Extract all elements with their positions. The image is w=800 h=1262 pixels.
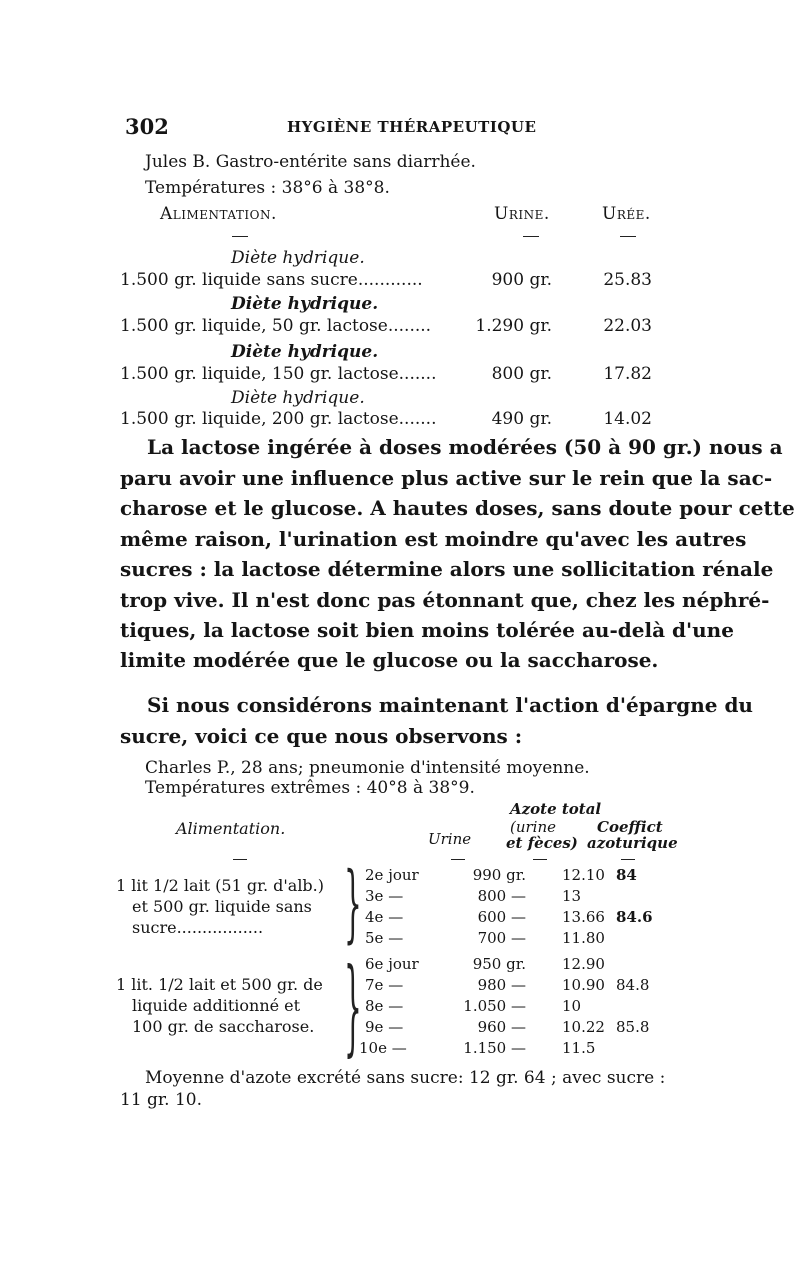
case2-azote: 10.22: [562, 1018, 605, 1036]
case2-header-rule: [451, 859, 465, 860]
paragraph-line: sucre, voici ce que nous observons :: [120, 723, 523, 748]
case2-day: 10e —: [359, 1039, 407, 1057]
case2-temperatures: Températures extrêmes : 40°8 à 38°9.: [145, 778, 475, 798]
case2-food-line: 1 lit 1/2 lait (51 gr. d'alb.): [116, 876, 324, 895]
case2-coeff: 85.8: [616, 1018, 650, 1036]
case1-uree: 17.82: [603, 364, 652, 384]
case2-coeff: 84.6: [616, 908, 653, 926]
case1-food: 1.500 gr. liquide, 150 gr. lactose.......: [120, 364, 437, 384]
case2-urine: 1.150 —: [463, 1039, 526, 1057]
case1-urine: 800 gr.: [491, 364, 552, 384]
page-number: 302: [125, 114, 169, 139]
case2-azote: 13.66: [562, 908, 605, 926]
case2-urine: 700 —: [477, 929, 526, 947]
case2-urine: 800 —: [477, 887, 526, 905]
case2-food-line: 1 lit. 1/2 lait et 500 gr. de: [116, 975, 323, 994]
case2-header-coeff-azoturique: azoturique: [587, 834, 678, 852]
case2-header-alimentation: Alimentation.: [176, 819, 286, 838]
paragraph-line: Si nous considérons maintenant l'action d'épargne du: [147, 693, 753, 717]
paragraph-line: La lactose ingérée à doses modérées (50 à 90 gr.) nous a: [147, 435, 783, 459]
case2-header-rule: [233, 859, 247, 860]
case2-azote: 12.10: [562, 866, 605, 884]
case2-day: 7e —: [365, 976, 404, 994]
case2-day: 9e —: [365, 1018, 404, 1036]
case1-urine: 490 gr.: [491, 409, 552, 429]
case1-food: 1.500 gr. liquide, 200 gr. lactose.......: [120, 409, 437, 429]
case1-uree: 25.83: [603, 270, 652, 290]
case2-azote: 11.80: [562, 929, 605, 947]
case2-header-rule: [621, 859, 635, 860]
case1-food: 1.500 gr. liquide, 50 gr. lactose........: [120, 316, 432, 336]
case1-diet-label: Diète hydrique.: [231, 248, 365, 268]
case2-food-line: liquide additionné et: [132, 996, 301, 1015]
case2-coeff: 84: [616, 866, 637, 884]
case1-urine: 1.290 gr.: [475, 316, 552, 336]
case1-header-rule: [523, 236, 539, 237]
case1-patient: Jules B. Gastro-entérite sans diarrhée.: [145, 152, 476, 172]
paragraph-line: charose et le glucose. A hautes doses, sans doute pour cette: [120, 496, 795, 520]
case1-diet-label: Diète hydrique.: [231, 342, 379, 362]
case1-uree: 14.02: [603, 409, 652, 429]
case2-azote: 10.90: [562, 976, 605, 994]
case2-food-line: sucre.................: [132, 918, 264, 937]
case1-food: 1.500 gr. liquide sans sucre............: [120, 270, 423, 290]
case1-header-urine: Urine.: [494, 204, 550, 224]
case1-diet-label: Diète hydrique.: [231, 388, 365, 408]
case2-day: 4e —: [365, 908, 404, 926]
case1-temperatures: Températures : 38°6 à 38°8.: [145, 178, 390, 198]
case2-coeff: 84.8: [616, 976, 650, 994]
case2-day: 5e —: [365, 929, 404, 947]
paragraph-line: paru avoir une influence plus active sur le rein que la sac-: [120, 465, 773, 490]
case2-urine: 980 —: [477, 976, 526, 994]
case2-average-continued: 11 gr. 10.: [120, 1090, 203, 1110]
case1-diet-label: Diète hydrique.: [231, 294, 379, 314]
case2-header-azote-urine: (urine: [510, 818, 557, 836]
case2-average: Moyenne d'azote excrété sans sucre: 12 gr. 64 ; avec sucre :: [145, 1068, 666, 1088]
case2-day: 8e —: [365, 997, 404, 1015]
running-title: HYGIÈNE THÉRAPEUTIQUE: [287, 118, 537, 136]
paragraph-epargne: [120, 690, 753, 751]
case1-uree: 22.03: [603, 316, 652, 336]
case2-urine: 960 —: [477, 1018, 526, 1036]
case2-azote: 12.90: [562, 955, 605, 973]
case2-urine: 600 —: [477, 908, 526, 926]
case2-food-line: et 500 gr. liquide sans: [132, 897, 312, 916]
case2-day: 6e jour: [365, 955, 419, 973]
case1-header-rule: [232, 236, 248, 237]
case2-urine: 950 gr.: [472, 955, 526, 973]
case2-urine: 990 gr.: [472, 866, 526, 884]
paragraph-line: sucres : la lactose détermine alors une sollicitation rénale: [120, 557, 774, 581]
paragraph-line: même raison, l'urination est moindre qu'avec les autres: [120, 526, 747, 551]
case1-header-rule: [620, 236, 636, 237]
paragraph-line-last: limite modérée que le glucose ou la saccharose.: [120, 648, 659, 672]
case2-azote: 11.5: [562, 1039, 596, 1057]
case2-day: 2e jour: [365, 866, 419, 884]
case2-azote: 10: [562, 997, 582, 1015]
case2-header-azote: Azote total: [510, 800, 602, 818]
case2-urine: 1.050 —: [463, 997, 526, 1015]
case2-header-urine: Urine: [428, 830, 472, 848]
case2-header-rule: [533, 859, 547, 860]
brace-right-icon: }: [344, 855, 362, 953]
case2-azote: 13: [562, 887, 582, 905]
case1-header-uree: Urée.: [602, 204, 651, 224]
brace-right-icon: }: [344, 948, 362, 1068]
case1-urine: 900 gr.: [491, 270, 552, 290]
case2-patient: Charles P., 28 ans; pneumonie d'intensité moyenne.: [145, 758, 590, 778]
paragraph-line: trop vive. Il n'est donc pas étonnant que, chez les néphré-: [120, 587, 770, 612]
case1-header-alimentation: Alimentation.: [160, 204, 277, 224]
paragraph-lactose: [120, 432, 795, 646]
case2-day: 3e —: [365, 887, 404, 905]
case2-header-azote-feces: et fèces): [506, 834, 578, 852]
case2-header-coeff: Coeffict: [597, 818, 663, 836]
paragraph-line: tiques, la lactose soit bien moins tolérée au-delà d'une: [120, 618, 734, 642]
case2-food-line: 100 gr. de saccharose.: [132, 1017, 315, 1036]
